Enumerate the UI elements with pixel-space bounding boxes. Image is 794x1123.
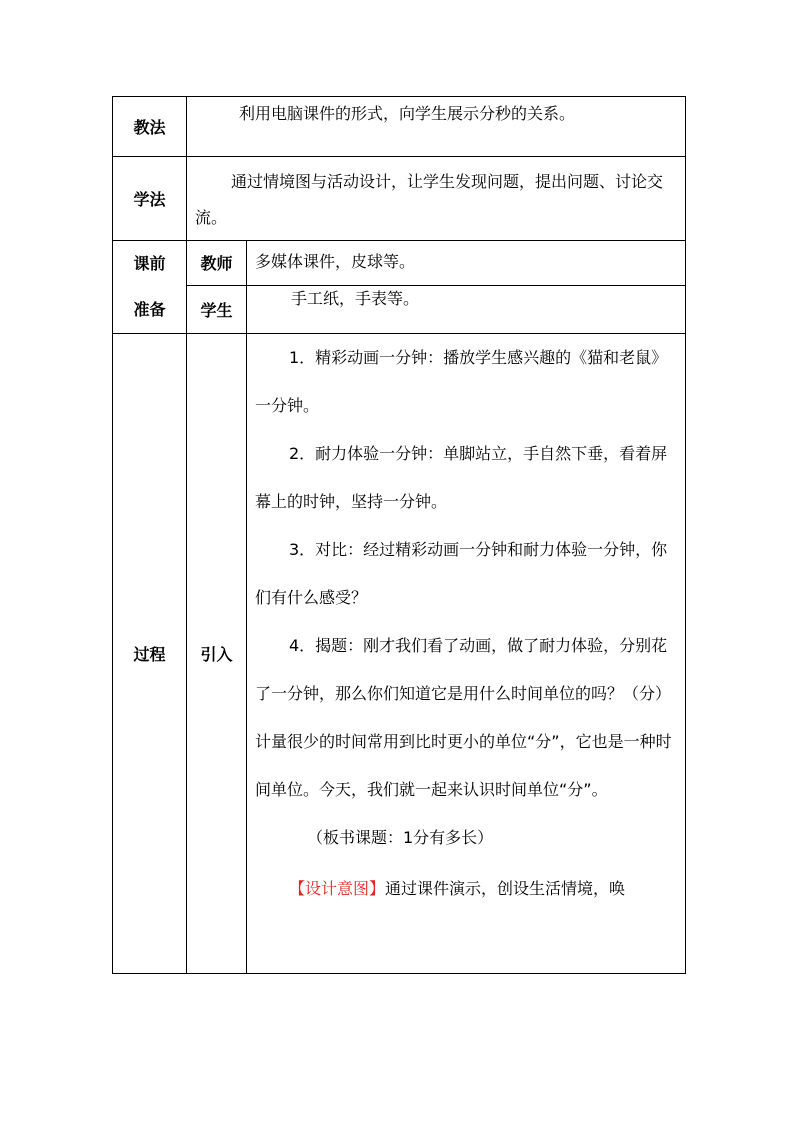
design-intent-tag: 【设计意图】 xyxy=(289,879,386,898)
method-text: 利用电脑课件的形式，向学生展示分秒的关系。 xyxy=(239,104,576,123)
learning-cell xyxy=(187,157,686,241)
learning-text: 通过情境图与活动设计，让学生发现问题，提出问题、讨论交流。 xyxy=(195,172,664,227)
teacher-cell xyxy=(247,241,686,286)
prep-student-row xyxy=(113,285,686,333)
process-paragraph-4: 4．揭题：刚才我们看了动画，做了耐力体验，分别花了一分钟，那么你们知道它是用什么时间单位的吗？（分）计量很少的时间常用到比时更小的单位“分”，它也是一种时间单位。今天，我们就一起来认识时间单位“分”。 xyxy=(255,636,672,799)
process-paragraph-5: （板书课题：1分有多长） xyxy=(307,828,494,847)
design-intent-paragraph xyxy=(247,862,685,916)
method-cell xyxy=(187,97,686,157)
student-label: 学生 xyxy=(187,285,247,333)
prep-teacher-row xyxy=(113,241,686,286)
method-label: 教法 xyxy=(113,97,187,157)
process-paragraph-3: 3．对比：经过精彩动画一分钟和耐力体验一分钟，你们有什么感受？ xyxy=(255,540,668,607)
prep-label xyxy=(113,241,187,334)
learning-label: 学法 xyxy=(113,157,187,241)
teacher-text: 多媒体课件，皮球等。 xyxy=(255,252,416,271)
learning-row xyxy=(113,157,686,241)
process-paragraph-1: 1．精彩动画一分钟：播放学生感兴趣的《猫和老鼠》一分钟。 xyxy=(255,348,668,415)
design-intent-text: 通过课件演示，创设生活情境，唤 xyxy=(385,879,626,898)
process-label: 过程 xyxy=(113,334,187,974)
lesson-plan-table xyxy=(112,96,686,974)
teacher-label: 教师 xyxy=(187,241,247,286)
student-text: 手工纸，手表等。 xyxy=(291,288,420,308)
prep-label-line1: 课前 xyxy=(133,254,166,273)
process-row xyxy=(113,334,686,974)
method-row xyxy=(113,97,686,157)
prep-label-line2: 准备 xyxy=(133,300,166,319)
student-cell xyxy=(247,285,686,333)
intro-label: 引入 xyxy=(187,334,247,974)
process-cell xyxy=(247,334,686,974)
process-paragraph-2: 2．耐力体验一分钟：单脚站立，手自然下垂，看着屏幕上的时钟，坚持一分钟。 xyxy=(255,444,668,511)
